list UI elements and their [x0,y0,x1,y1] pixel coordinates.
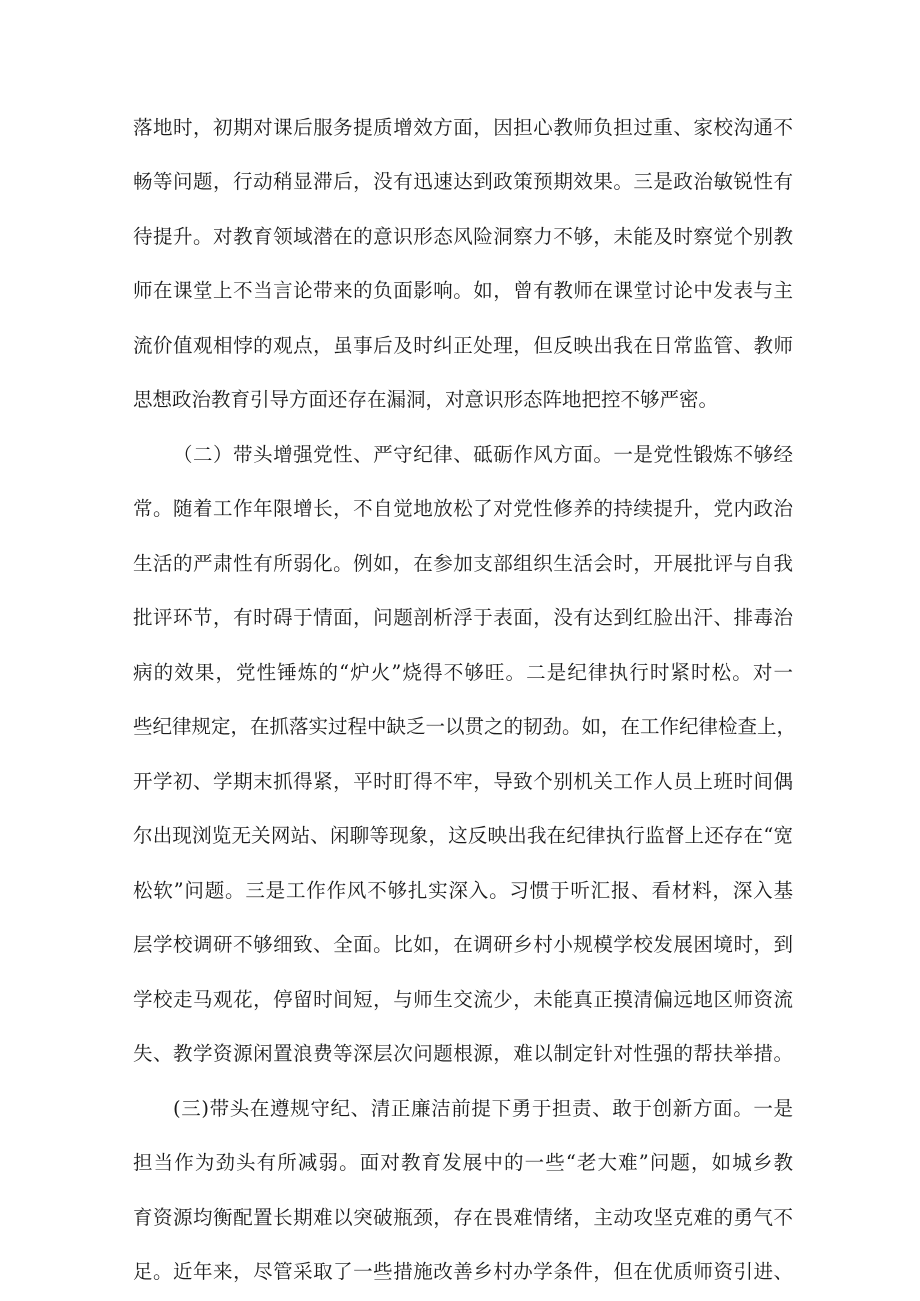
text-line: 些纪律规定，在抓落实过程中缺乏一以贯之的韧劲。如，在工作纪律检查上， [133,715,797,738]
section-heading-3: (三)带头在遵规守纪、清正廉洁前提下勇于担责、敢于创新方面。一是 [173,1097,793,1120]
text-line: 病的效果，党性锤炼的“炉火”烧得不够旺。二是纪律执行时紧时松。对一 [133,661,793,684]
text-line: 担当作为劲头有所减弱。面对教育发展中的一些“老大难”问题，如城乡教 [133,1151,793,1174]
text-line: 待提升。对教育领域潜在的意识形态风险洞察力不够，未能及时察觉个别教 [133,225,793,248]
text-line: 师在课堂上不当言论带来的负面影响。如，曾有教师在课堂讨论中发表与主 [133,279,793,302]
text-line: 学校走马观花，停留时间短，与师生交流少，未能真正摸清偏远地区师资流 [133,988,793,1011]
text-line: 足。近年来，尽管采取了一些措施改善乡村办学条件，但在优质师资引进、 [133,1260,793,1283]
text-line: 育资源均衡配置长期难以突破瓶颈，存在畏难情绪，主动攻坚克难的勇气不 [133,1206,793,1229]
text-line: 开学初、学期末抓得紧，平时盯得不牢，导致个别机关工作人员上班时间偶 [133,770,793,793]
text-line: 思想政治教育引导方面还存在漏洞，对意识形态阵地把控不够严密。 [133,388,719,411]
text-line: 畅等问题，行动稍显滞后，没有迅速达到政策预期效果。三是政治敏锐性有 [133,170,793,193]
text-line: 批评环节，有时碍于情面，问题剖析浮于表面，没有达到红脸出汗、排毒治 [133,606,793,629]
text-line: 生活的严肃性有所弱化。例如，在参加支部组织生活会时，开展批评与自我 [133,552,793,575]
text-line: 常。随着工作年限增长，不自觉地放松了对党性修养的持续提升，党内政治 [133,497,793,520]
text-line: 松软”问题。三是工作作风不够扎实深入。习惯于听汇报、看材料，深入基 [133,879,793,902]
section-heading-2: （二）带头增强党性、严守纪律、砥砺作风方面。一是党性锻炼不够经 [173,443,793,466]
text-line: 落地时，初期对课后服务提质增效方面，因担心教师负担过重、家校沟通不 [133,116,793,139]
text-line: 流价值观相悖的观点，虽事后及时纠正处理，但反映出我在日常监管、教师 [133,334,793,357]
text-line: 尔出现浏览无关网站、闲聊等现象，这反映出我在纪律执行监督上还存在“宽 [133,824,793,847]
text-line: 失、教学资源闲置浪费等深层次问题根源，难以制定针对性强的帮扶举措。 [133,1042,793,1065]
text-line: 层学校调研不够细致、全面。比如，在调研乡村小规模学校发展困境时，到 [133,933,793,956]
